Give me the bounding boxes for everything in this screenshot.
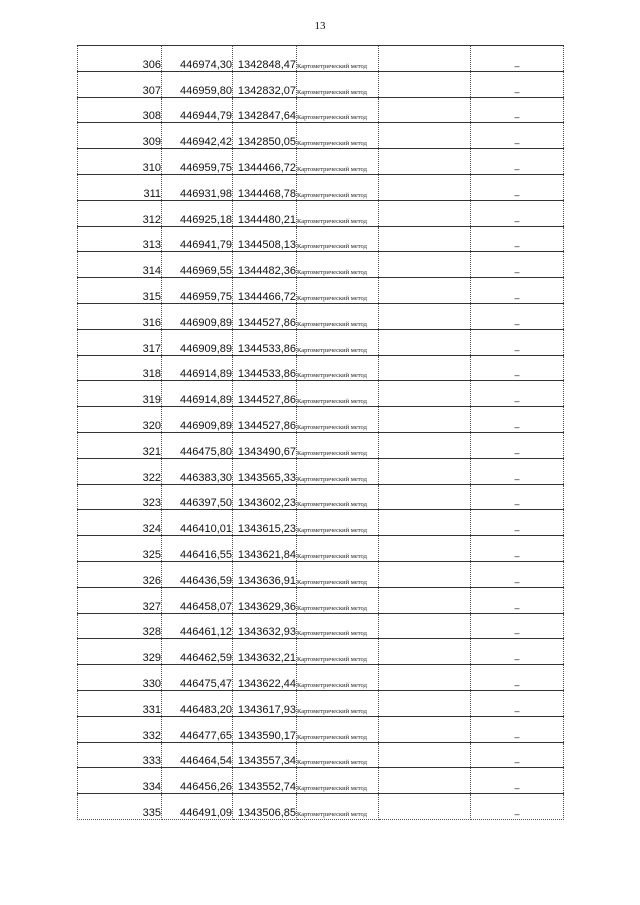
point-number-cell: 329 (78, 639, 162, 665)
table-row (78, 46, 564, 72)
table-row (78, 536, 564, 562)
blank-cell (379, 768, 471, 794)
table-row (78, 226, 564, 252)
error-cell: – (471, 613, 564, 639)
error-cell: – (471, 716, 564, 742)
error-cell: – (471, 200, 564, 226)
point-number-cell: 324 (78, 510, 162, 536)
blank-cell (379, 278, 471, 304)
method-cell: Картометрический метод (297, 252, 379, 278)
error-cell: – (471, 97, 564, 123)
point-number-cell: 328 (78, 613, 162, 639)
x-coordinate-cell: 446959,80 (162, 71, 233, 97)
method-cell: Картометрический метод (297, 355, 379, 381)
table-row (78, 613, 564, 639)
method-cell: Картометрический метод (297, 278, 379, 304)
method-cell: Картометрический метод (297, 742, 379, 768)
blank-cell (379, 484, 471, 510)
table-row (78, 432, 564, 458)
point-number-cell: 335 (78, 794, 162, 820)
blank-cell (379, 690, 471, 716)
x-coordinate-cell: 446383,30 (162, 458, 233, 484)
table-row (78, 149, 564, 175)
table-row (78, 510, 564, 536)
error-cell: – (471, 174, 564, 200)
table-row (78, 794, 564, 820)
error-cell: – (471, 71, 564, 97)
error-cell: – (471, 484, 564, 510)
x-coordinate-cell: 446483,20 (162, 690, 233, 716)
point-number-cell: 320 (78, 407, 162, 433)
x-coordinate-cell: 446458,07 (162, 587, 233, 613)
error-cell: – (471, 226, 564, 252)
y-coordinate-cell: 1343552,74 (233, 768, 297, 794)
y-coordinate-cell: 1343617,93 (233, 690, 297, 716)
x-coordinate-cell: 446959,75 (162, 278, 233, 304)
y-coordinate-cell: 1342832,07 (233, 71, 297, 97)
y-coordinate-cell: 1343615,23 (233, 510, 297, 536)
x-coordinate-cell: 446974,30 (162, 46, 233, 72)
blank-cell (379, 407, 471, 433)
x-coordinate-cell: 446416,55 (162, 536, 233, 562)
method-cell: Картометрический метод (297, 407, 379, 433)
error-cell: – (471, 381, 564, 407)
x-coordinate-cell: 446925,18 (162, 200, 233, 226)
y-coordinate-cell: 1343621,84 (233, 536, 297, 562)
point-number-cell: 323 (78, 484, 162, 510)
method-cell: Картометрический метод (297, 510, 379, 536)
table-row (78, 768, 564, 794)
error-cell: – (471, 665, 564, 691)
y-coordinate-cell: 1343602,23 (233, 484, 297, 510)
y-coordinate-cell: 1344480,21 (233, 200, 297, 226)
point-number-cell: 310 (78, 149, 162, 175)
point-number-cell: 333 (78, 742, 162, 768)
point-number-cell: 334 (78, 768, 162, 794)
y-coordinate-cell: 1344533,86 (233, 355, 297, 381)
method-cell: Картометрический метод (297, 200, 379, 226)
blank-cell (379, 742, 471, 768)
blank-cell (379, 355, 471, 381)
table-row (78, 355, 564, 381)
blank-cell (379, 46, 471, 72)
point-number-cell: 311 (78, 174, 162, 200)
table-row (78, 407, 564, 433)
method-cell: Картометрический метод (297, 46, 379, 72)
table-row (78, 742, 564, 768)
method-cell: Картометрический метод (297, 587, 379, 613)
point-number-cell: 321 (78, 432, 162, 458)
blank-cell (379, 329, 471, 355)
error-cell: – (471, 278, 564, 304)
x-coordinate-cell: 446909,89 (162, 329, 233, 355)
y-coordinate-cell: 1343632,93 (233, 613, 297, 639)
point-number-cell: 317 (78, 329, 162, 355)
x-coordinate-cell: 446410,01 (162, 510, 233, 536)
y-coordinate-cell: 1343506,85 (233, 794, 297, 820)
error-cell: – (471, 355, 564, 381)
y-coordinate-cell: 1344482,36 (233, 252, 297, 278)
point-number-cell: 309 (78, 123, 162, 149)
x-coordinate-cell: 446477,65 (162, 716, 233, 742)
y-coordinate-cell: 1344466,72 (233, 149, 297, 175)
method-cell: Картометрический метод (297, 123, 379, 149)
method-cell: Картометрический метод (297, 303, 379, 329)
coordinates-table (77, 45, 564, 820)
table-row (78, 252, 564, 278)
point-number-cell: 326 (78, 561, 162, 587)
point-number-cell: 319 (78, 381, 162, 407)
blank-cell (379, 639, 471, 665)
y-coordinate-cell: 1344527,86 (233, 381, 297, 407)
blank-cell (379, 561, 471, 587)
table-row (78, 278, 564, 304)
y-coordinate-cell: 1342850,05 (233, 123, 297, 149)
method-cell: Картометрический метод (297, 381, 379, 407)
table-row (78, 716, 564, 742)
error-cell: – (471, 46, 564, 72)
error-cell: – (471, 407, 564, 433)
x-coordinate-cell: 446914,89 (162, 355, 233, 381)
x-coordinate-cell: 446969,55 (162, 252, 233, 278)
y-coordinate-cell: 1344468,78 (233, 174, 297, 200)
method-cell: Картометрический метод (297, 329, 379, 355)
error-cell: – (471, 768, 564, 794)
blank-cell (379, 794, 471, 820)
method-cell: Картометрический метод (297, 97, 379, 123)
error-cell: – (471, 794, 564, 820)
blank-cell (379, 587, 471, 613)
method-cell: Картометрический метод (297, 71, 379, 97)
x-coordinate-cell: 446475,47 (162, 665, 233, 691)
error-cell: – (471, 639, 564, 665)
method-cell: Картометрический метод (297, 665, 379, 691)
method-cell: Картометрический метод (297, 226, 379, 252)
error-cell: – (471, 329, 564, 355)
blank-cell (379, 665, 471, 691)
point-number-cell: 308 (78, 97, 162, 123)
x-coordinate-cell: 446959,75 (162, 149, 233, 175)
point-number-cell: 331 (78, 690, 162, 716)
error-cell: – (471, 149, 564, 175)
method-cell: Картометрический метод (297, 484, 379, 510)
x-coordinate-cell: 446462,59 (162, 639, 233, 665)
x-coordinate-cell: 446475,80 (162, 432, 233, 458)
error-cell: – (471, 561, 564, 587)
coordinates-table-body (78, 46, 564, 820)
method-cell: Картометрический метод (297, 174, 379, 200)
error-cell: – (471, 252, 564, 278)
blank-cell (379, 510, 471, 536)
table-row (78, 174, 564, 200)
y-coordinate-cell: 1344527,86 (233, 407, 297, 433)
error-cell: – (471, 303, 564, 329)
table-row (78, 123, 564, 149)
error-cell: – (471, 458, 564, 484)
point-number-cell: 312 (78, 200, 162, 226)
blank-cell (379, 123, 471, 149)
x-coordinate-cell: 446491,09 (162, 794, 233, 820)
y-coordinate-cell: 1342848,47 (233, 46, 297, 72)
x-coordinate-cell: 446944,79 (162, 97, 233, 123)
x-coordinate-cell: 446909,89 (162, 407, 233, 433)
y-coordinate-cell: 1342847,64 (233, 97, 297, 123)
x-coordinate-cell: 446941,79 (162, 226, 233, 252)
y-coordinate-cell: 1344527,86 (233, 303, 297, 329)
method-cell: Картометрический метод (297, 149, 379, 175)
table-row (78, 484, 564, 510)
method-cell: Картометрический метод (297, 561, 379, 587)
blank-cell (379, 252, 471, 278)
y-coordinate-cell: 1343590,17 (233, 716, 297, 742)
method-cell: Картометрический метод (297, 794, 379, 820)
x-coordinate-cell: 446942,42 (162, 123, 233, 149)
table-row (78, 97, 564, 123)
method-cell: Картометрический метод (297, 613, 379, 639)
y-coordinate-cell: 1343490,67 (233, 432, 297, 458)
blank-cell (379, 174, 471, 200)
point-number-cell: 315 (78, 278, 162, 304)
table-row (78, 381, 564, 407)
table-row (78, 665, 564, 691)
table-row (78, 690, 564, 716)
y-coordinate-cell: 1343622,44 (233, 665, 297, 691)
table-row (78, 329, 564, 355)
point-number-cell: 306 (78, 46, 162, 72)
point-number-cell: 314 (78, 252, 162, 278)
x-coordinate-cell: 446931,98 (162, 174, 233, 200)
page-number: 13 (314, 20, 326, 32)
point-number-cell: 307 (78, 71, 162, 97)
table-row (78, 71, 564, 97)
y-coordinate-cell: 1343629,36 (233, 587, 297, 613)
x-coordinate-cell: 446436,59 (162, 561, 233, 587)
y-coordinate-cell: 1344508,13 (233, 226, 297, 252)
blank-cell (379, 200, 471, 226)
y-coordinate-cell: 1343557,34 (233, 742, 297, 768)
method-cell: Картометрический метод (297, 690, 379, 716)
method-cell: Картометрический метод (297, 716, 379, 742)
y-coordinate-cell: 1343565,33 (233, 458, 297, 484)
blank-cell (379, 432, 471, 458)
y-coordinate-cell: 1344533,86 (233, 329, 297, 355)
method-cell: Картометрический метод (297, 458, 379, 484)
y-coordinate-cell: 1343636,91 (233, 561, 297, 587)
error-cell: – (471, 510, 564, 536)
blank-cell (379, 71, 471, 97)
point-number-cell: 330 (78, 665, 162, 691)
table-row (78, 200, 564, 226)
x-coordinate-cell: 446464,54 (162, 742, 233, 768)
table-row (78, 587, 564, 613)
y-coordinate-cell: 1344466,72 (233, 278, 297, 304)
point-number-cell: 332 (78, 716, 162, 742)
blank-cell (379, 226, 471, 252)
blank-cell (379, 303, 471, 329)
x-coordinate-cell: 446914,89 (162, 381, 233, 407)
blank-cell (379, 536, 471, 562)
error-cell: – (471, 742, 564, 768)
error-cell: – (471, 123, 564, 149)
method-cell: Картометрический метод (297, 432, 379, 458)
error-cell: – (471, 587, 564, 613)
method-cell: Картометрический метод (297, 768, 379, 794)
y-coordinate-cell: 1343632,21 (233, 639, 297, 665)
point-number-cell: 325 (78, 536, 162, 562)
blank-cell (379, 458, 471, 484)
method-cell: Картометрический метод (297, 536, 379, 562)
x-coordinate-cell: 446456,26 (162, 768, 233, 794)
point-number-cell: 318 (78, 355, 162, 381)
blank-cell (379, 381, 471, 407)
table-row (78, 458, 564, 484)
x-coordinate-cell: 446397,50 (162, 484, 233, 510)
point-number-cell: 327 (78, 587, 162, 613)
blank-cell (379, 149, 471, 175)
table-row (78, 639, 564, 665)
error-cell: – (471, 690, 564, 716)
point-number-cell: 316 (78, 303, 162, 329)
error-cell: – (471, 432, 564, 458)
point-number-cell: 313 (78, 226, 162, 252)
x-coordinate-cell: 446909,89 (162, 303, 233, 329)
error-cell: – (471, 536, 564, 562)
table-row (78, 561, 564, 587)
blank-cell (379, 716, 471, 742)
table-row (78, 303, 564, 329)
point-number-cell: 322 (78, 458, 162, 484)
method-cell: Картометрический метод (297, 639, 379, 665)
x-coordinate-cell: 446461,12 (162, 613, 233, 639)
blank-cell (379, 613, 471, 639)
blank-cell (379, 97, 471, 123)
